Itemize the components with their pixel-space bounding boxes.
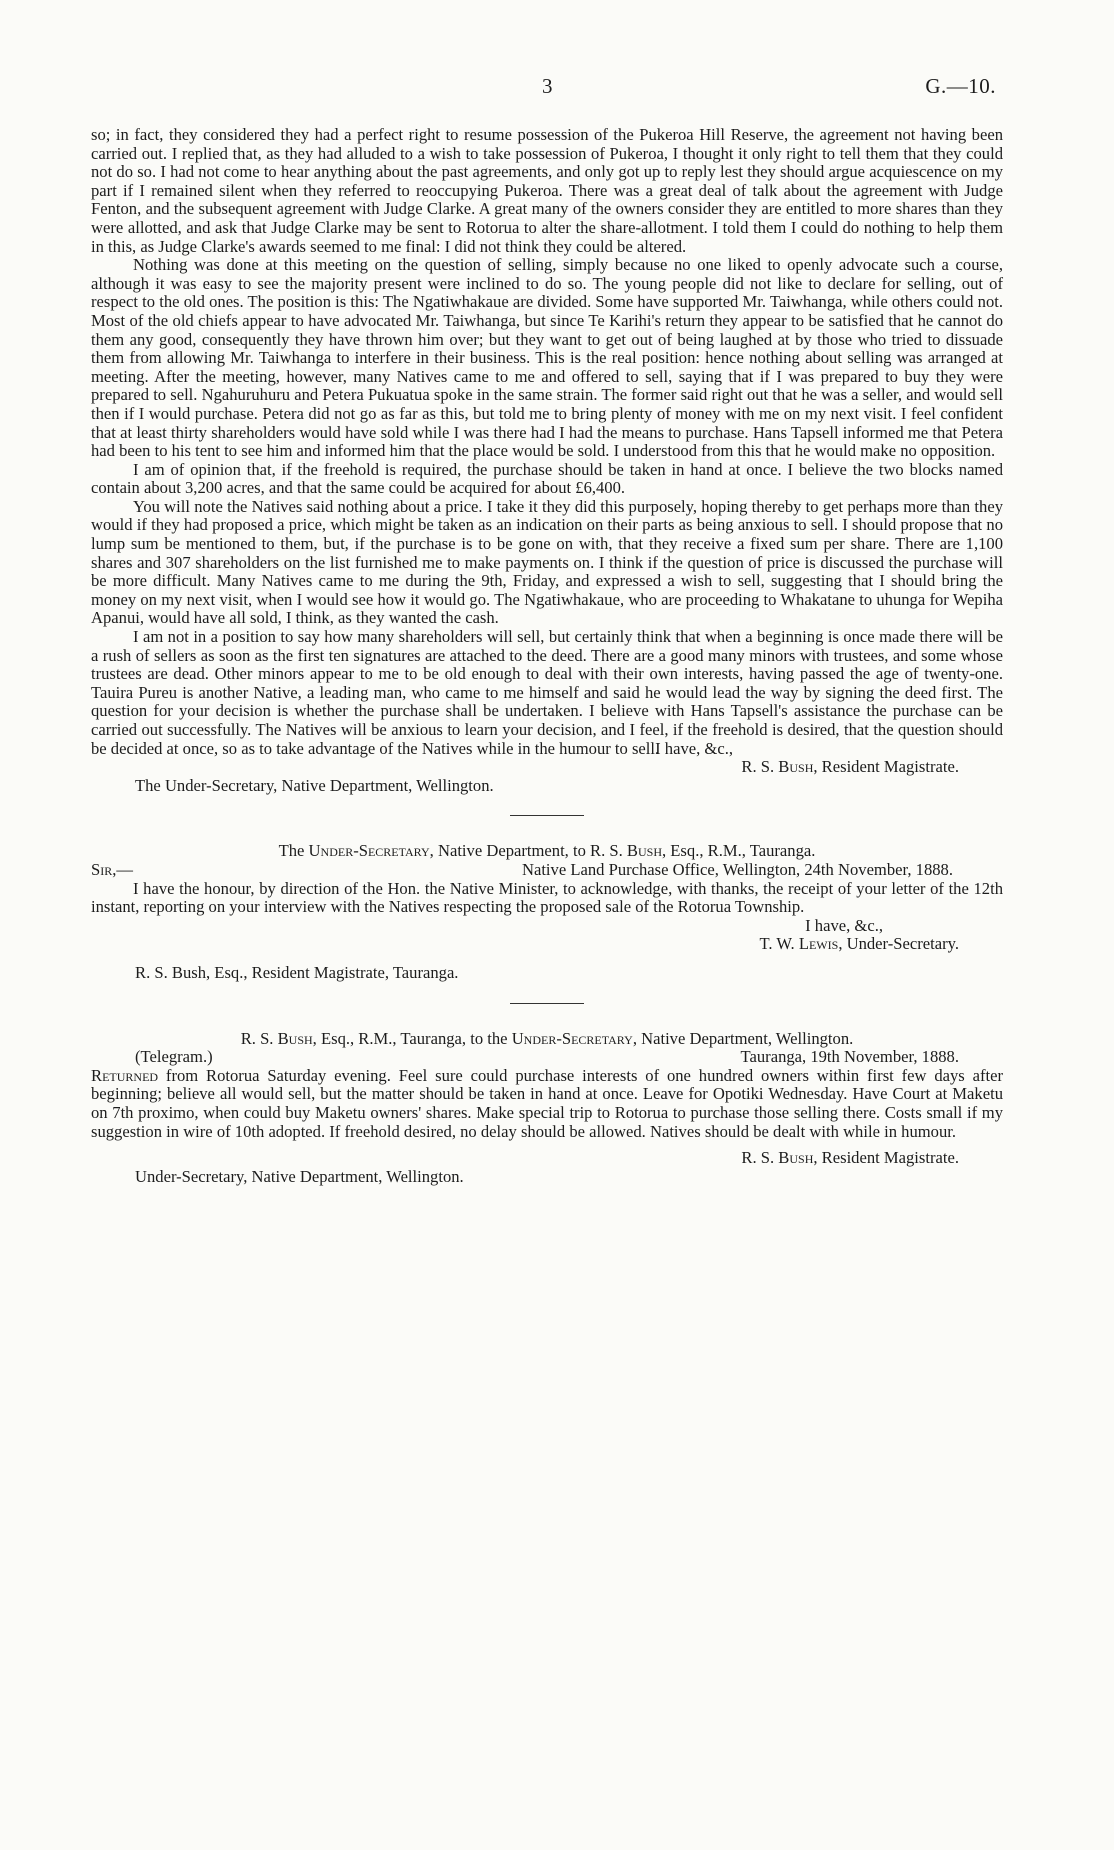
signature-name: R. S. Bush (741, 757, 814, 777)
place-date: Native Land Purchase Office, Wellington, 24th November, 1888. (521, 859, 953, 879)
signature-title: , Resident Magistrate. (813, 757, 959, 777)
signature-name: R. S. Bush (741, 1148, 814, 1168)
closing: I have, &c., (805, 915, 883, 935)
paragraph: I am of opinion that, if the freehold is required, the purchase should be taken in hand at once. I believe the two blocks named contain about 3,200 acres, and that the same could be acquired for about £6,400. (91, 459, 1003, 498)
telegram-row (91, 1048, 1003, 1067)
addressee: R. S. Bush, Esq., Resident Magistrate, Tauranga. (135, 962, 459, 982)
heading-text: , Native Department, Wellington. (632, 1028, 854, 1048)
telegram-text: from Rotorua Saturday evening. Feel sure could purchase interests of one hundred owners within first few days after beginning; believe all would sell, but the matter should be taken in hand at once. Leave for Opotiki Wednesday. Have Court at Maketu on 7th proximo, when could buy Maketu owners' shares. Make special trip to Rotorua to purchase those selling there. Costs small if my suggestion in wire of 10th adopted. If freehold desired, no delay should be allowed. Natives should be dealt with while in humour. (91, 1065, 1003, 1141)
addressee: The Under-Secretary, Native Department, Wellington. (135, 775, 494, 795)
telegram-label: (Telegram.) (135, 1047, 213, 1067)
closing: I have, &c., (655, 738, 733, 758)
heading-recipient: Bush (626, 841, 662, 861)
page-number: 3 (542, 74, 553, 98)
signature (91, 1149, 1003, 1168)
heading-text: , Esq., R.M., Tauranga, to the (312, 1028, 512, 1048)
addressee: Under-Secretary, Native Department, Wellington. (135, 1166, 464, 1186)
signature (91, 758, 1003, 777)
heading-text: , Esq., R.M., Tauranga. (662, 841, 816, 861)
paragraph: so; in fact, they considered they had a perfect right to resume possession of the Pukeroa Hill Reserve, the agreement not having been carried out. I replied that, as they had alluded to a wish to take possession of Pukeroa, I thought it only right to tell them that they could not do so. I had not come to hear anything about the past agreements, and only got up to reply lest they should argue acquiescence on my part if I remained silent when they referred to reoccupying Pukeroa. There was a great deal of talk about the agreement with Judge Fenton, and the subsequent agreement with Judge Clarke. A great many of the owners consider they are entitled to more shares than they were allotted, and ask that Judge Clarke may be sent to Rotorua to alter the share-allotment. I told them I could do nothing to help them in this, as Judge Clarke's awards seemed to me final: I did not think they could be altered. (91, 125, 1003, 256)
signature-title: , Under-Secretary. (838, 934, 959, 954)
paragraph: I have the honour, by direction of the Hon. the Native Minister, to acknowledge, with thanks, the receipt of your letter of the 12th instant, reporting on your interview with the Natives respecting the proposed sale of the Rotorua Township. (91, 878, 1003, 917)
document-reference: G.—10. (925, 74, 996, 98)
signature (91, 935, 1003, 954)
heading-sender: Bush (277, 1028, 313, 1048)
page-header (0, 74, 1114, 104)
heading-text: R. S. (240, 1028, 278, 1048)
letter-heading (91, 1030, 1003, 1049)
section-divider (510, 1003, 584, 1004)
first-word: Returned (91, 1065, 159, 1085)
place-date: Tauranga, 19th November, 1888. (740, 1047, 959, 1067)
signature-name: T. W. Lewis (759, 934, 839, 954)
heading-text: The (278, 841, 309, 861)
heading-sender: Under-Secretary (308, 841, 430, 861)
letter-heading (91, 842, 1003, 861)
signature-title: , Resident Magistrate. (813, 1148, 959, 1168)
paragraph (91, 1067, 1003, 1141)
heading-text: , Native Department, to R. S. (429, 841, 627, 861)
salutation: Sir,— (91, 859, 133, 879)
salutation-row (91, 861, 1003, 880)
page-body (91, 126, 1003, 1186)
paragraph: You will note the Natives said nothing about a price. I take it they did this purposely, hoping thereby to get perhaps more than they would if they had proposed a price, which might be taken as an indication on their parts as being anxious to sell. I should propose that no lump sum be mentioned to them, but, if the purchase is to be gone on with, that they receive a fixed sum per share. There are 1,100 shares and 307 shareholders on the list furnished me to make payments on. I think if the question of price is discussed the purchase will be more difficult. Many Natives came to me during the 9th, Friday, and expressed a wish to sell, suggesting that I should bring the money on my next visit, when I would see how it would go. The Ngatiwhakaue, who are proceeding to Whakatane to uhunga for Wepiha Apanui, would have all sold, I think, as they wanted the cash. (91, 496, 1003, 628)
section-divider (510, 815, 584, 816)
paragraph: I am not in a position to say how many shareholders will sell, but certainly think that when a beginning is once made there will be a rush of sellers as soon as the first ten signatures are attached to the deed. There are a good many minors with trustees, and some whose trustees are dead. Other minors appear to me to be old enough to deal with their own interests, having passed the age of twenty-one. Tauira Pureu is another Native, a leading man, who came to me himself and said he would lead the way by signing the deed first. The question for your decision is whether the purchase shall be undertaken. I believe with Hans Tapsell's assistance the purchase can be carried out successfully. The Natives will be anxious to learn your decision, and I feel, if the freehold is desired, that the question should be decided at once, so as to take advantage of the Natives while in the humour to sell. (91, 627, 1003, 758)
paragraph: Nothing was done at this meeting on the question of selling, simply because no one liked to openly advocate such a course, although it was easy to see the majority present were inclined to do so. The young people did not like to declare for selling, out of respect to the old ones. The position is this: The Ngatiwhakaue are divided. Some have supported Mr. Taiwhanga, while others could not. Most of the old chiefs appear to have advocated Mr. Taiwhanga, but since Te Karihi's return they appear to be satisfied that he cannot do them any good, consequently they have thrown him over; but they want to get out of being laughed at by those who tried to dissuade them from allowing Mr. Taiwhanga to interfere in their business. This is the real position: hence nothing about selling was arranged at meeting. After the meeting, however, many Natives came to me and offered to sell, saying that if I was prepared to buy they were prepared to sell. Ngahuruhuru and Petera Pukuatua spoke in the same strain. The former said right out that he was a seller, and would sell then if I would purchase. Petera did not go as far as this, but told me to bring plenty of money with me on my next visit. I feel confident that at least thirty shareholders would have sold while I was there had I had the means to purchase. Hans Tapsell informed me that Petera had been to his tent to see him and informed him that the place would be sold. I understood from this that he would make no opposition. (91, 255, 1003, 461)
heading-recipient: Under-Secretary (511, 1028, 633, 1048)
